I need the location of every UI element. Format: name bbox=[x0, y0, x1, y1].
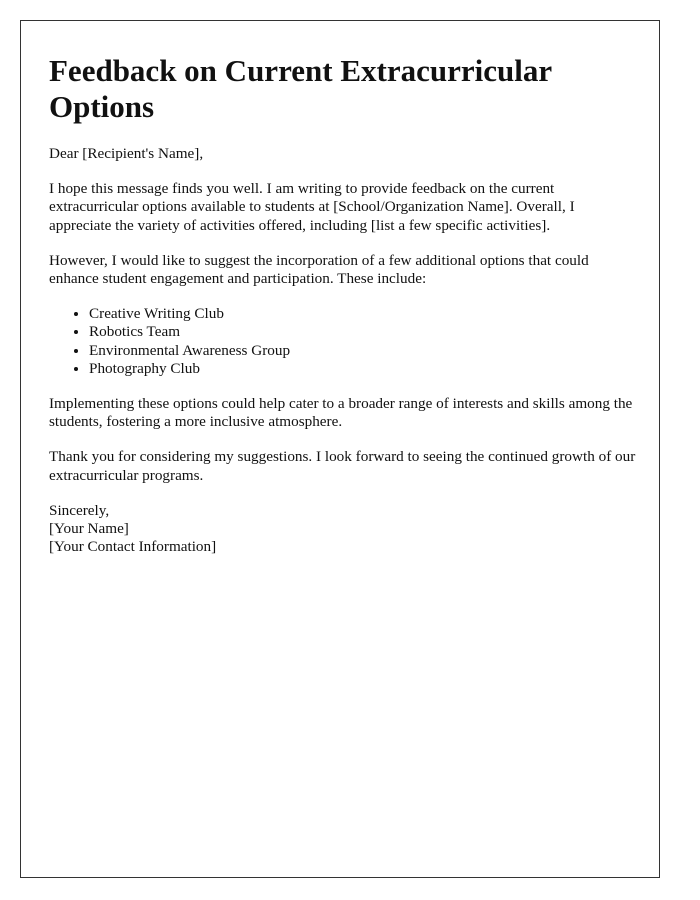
thanks-paragraph: Thank you for considering my suggestions. I look forward to seeing the continued growth of our extracurricular programs. bbox=[49, 448, 636, 484]
signoff: Sincerely, bbox=[49, 501, 110, 519]
list-item: • Creative Writing Club bbox=[89, 305, 639, 323]
salutation: Dear [Recipient's Name], bbox=[49, 145, 204, 162]
letter-page bbox=[20, 20, 660, 878]
intro-paragraph: I hope this message finds you well. I am writing to provide feedback on the current extracurricular options available to students at [School/Organization Name]. Overall, I appreciate the variety of activities offered, including [list a few specific activities]. bbox=[49, 180, 575, 234]
letter-content bbox=[49, 53, 639, 556]
benefit-paragraph: Implementing these options could help cater to a broader range of interests and skills among the students, fostering a more inclusive atmosphere. bbox=[49, 395, 633, 431]
letter-title: Feedback on Current Extracurricular Options bbox=[49, 53, 552, 124]
sender-name: [Your Name] bbox=[49, 520, 129, 538]
list-item: • Environmental Awareness Group bbox=[89, 342, 639, 360]
list-item: • Photography Club bbox=[89, 360, 639, 378]
sender-contact: [Your Contact Information] bbox=[49, 538, 217, 556]
suggestion-list bbox=[49, 305, 639, 378]
suggestion-paragraph: However, I would like to suggest the incorporation of a few additional options that could enhance student engagement and participation. These include: bbox=[49, 251, 589, 288]
list-item: • Robotics Team bbox=[89, 323, 639, 341]
signature-block bbox=[49, 502, 639, 557]
